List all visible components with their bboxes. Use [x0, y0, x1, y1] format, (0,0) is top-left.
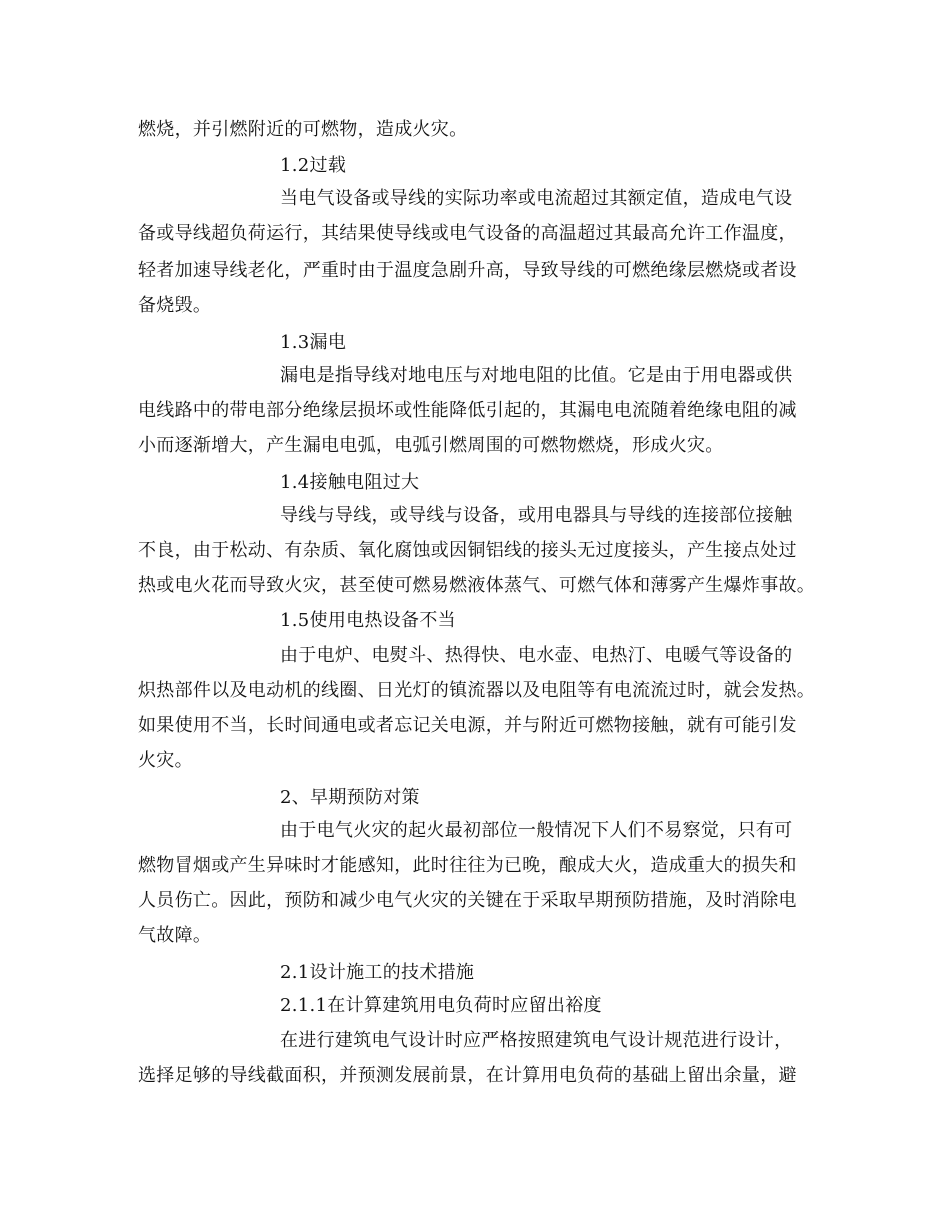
subsection-heading: 2.1.1在计算建筑用电负荷时应留出裕度 [280, 995, 602, 1016]
body-text-line: 燃烧，并引燃附近的可燃物，造成火灾。 [138, 119, 468, 140]
body-text-line: 人员伤亡。因此，预防和减少电气火灾的关键在于采取早期预防措施，及时消除电 [138, 890, 797, 911]
body-text-line: 燃物冒烟或产生异味时才能感知，此时往往为已晚，酿成大火，造成重大的损失和 [138, 855, 797, 876]
body-text-line: 热或电火花而导致火灾，甚至使可燃易燃液体蒸气、可燃气体和薄雾产生爆炸事故。 [138, 575, 816, 596]
body-text-line: 备烧毁。 [138, 295, 212, 316]
section-heading: 1.4接触电阻过大 [280, 472, 420, 493]
body-text-line: 气故障。 [138, 925, 212, 946]
body-text-line: 备或导线超负荷运行，其结果使导线或电气设备的高温超过其最高允许工作温度， [138, 223, 797, 244]
paragraph-first-line: 当电气设备或导线的实际功率或电流超过其额定值，造成电气设 [280, 188, 793, 209]
paragraph-first-line: 导线与导线，或导线与设备，或用电器具与导线的连接部位接触 [280, 505, 793, 526]
body-text-line: 火灾。 [138, 750, 193, 771]
body-text-line: 如果使用不当，长时间通电或者忘记关电源，并与附近可燃物接触，就有可能引发 [138, 715, 797, 736]
body-text-line: 小而逐渐增大，产生漏电电弧，电弧引燃周围的可燃物燃烧，形成火灾。 [138, 435, 724, 456]
paragraph-first-line: 由于电气火灾的起火最初部位一般情况下人们不易察觉，只有可 [280, 820, 793, 841]
section-heading: 2.1设计施工的技术措施 [280, 962, 475, 983]
paragraph-first-line: 由于电炉、电熨斗、热得快、电水壶、电热汀、电暖气等设备的 [280, 645, 793, 666]
paragraph-first-line: 在进行建筑电气设计时应严格按照建筑电气设计规范进行设计， [280, 1030, 793, 1051]
section-heading: 1.2过载 [280, 155, 347, 176]
paragraph-first-line: 漏电是指导线对地电压与对地电阻的比值。它是由于用电器或供 [280, 365, 793, 386]
section-heading: 1.5使用电热设备不当 [280, 610, 456, 631]
body-text-line: 电线路中的带电部分绝缘层损坏或性能降低引起的，其漏电电流随着绝缘电阻的减 [138, 400, 797, 421]
body-text-line: 轻者加速导线老化，严重时由于温度急剧升高，导致导线的可燃绝缘层燃烧或者设 [138, 260, 797, 281]
body-text-line: 选择足够的导线截面积，并预测发展前景，在计算用电负荷的基础上留出余量，避 [138, 1065, 797, 1086]
section-heading: 2、早期预防对策 [280, 787, 420, 808]
body-text-line: 不良，由于松动、有杂质、氧化腐蚀或因铜铝线的接头无过度接头，产生接点处过 [138, 540, 797, 561]
section-heading: 1.3漏电 [280, 332, 347, 353]
body-text-line: 炽热部件以及电动机的线圈、日光灯的镇流器以及电阻等有电流流过时，就会发热。 [138, 680, 816, 701]
